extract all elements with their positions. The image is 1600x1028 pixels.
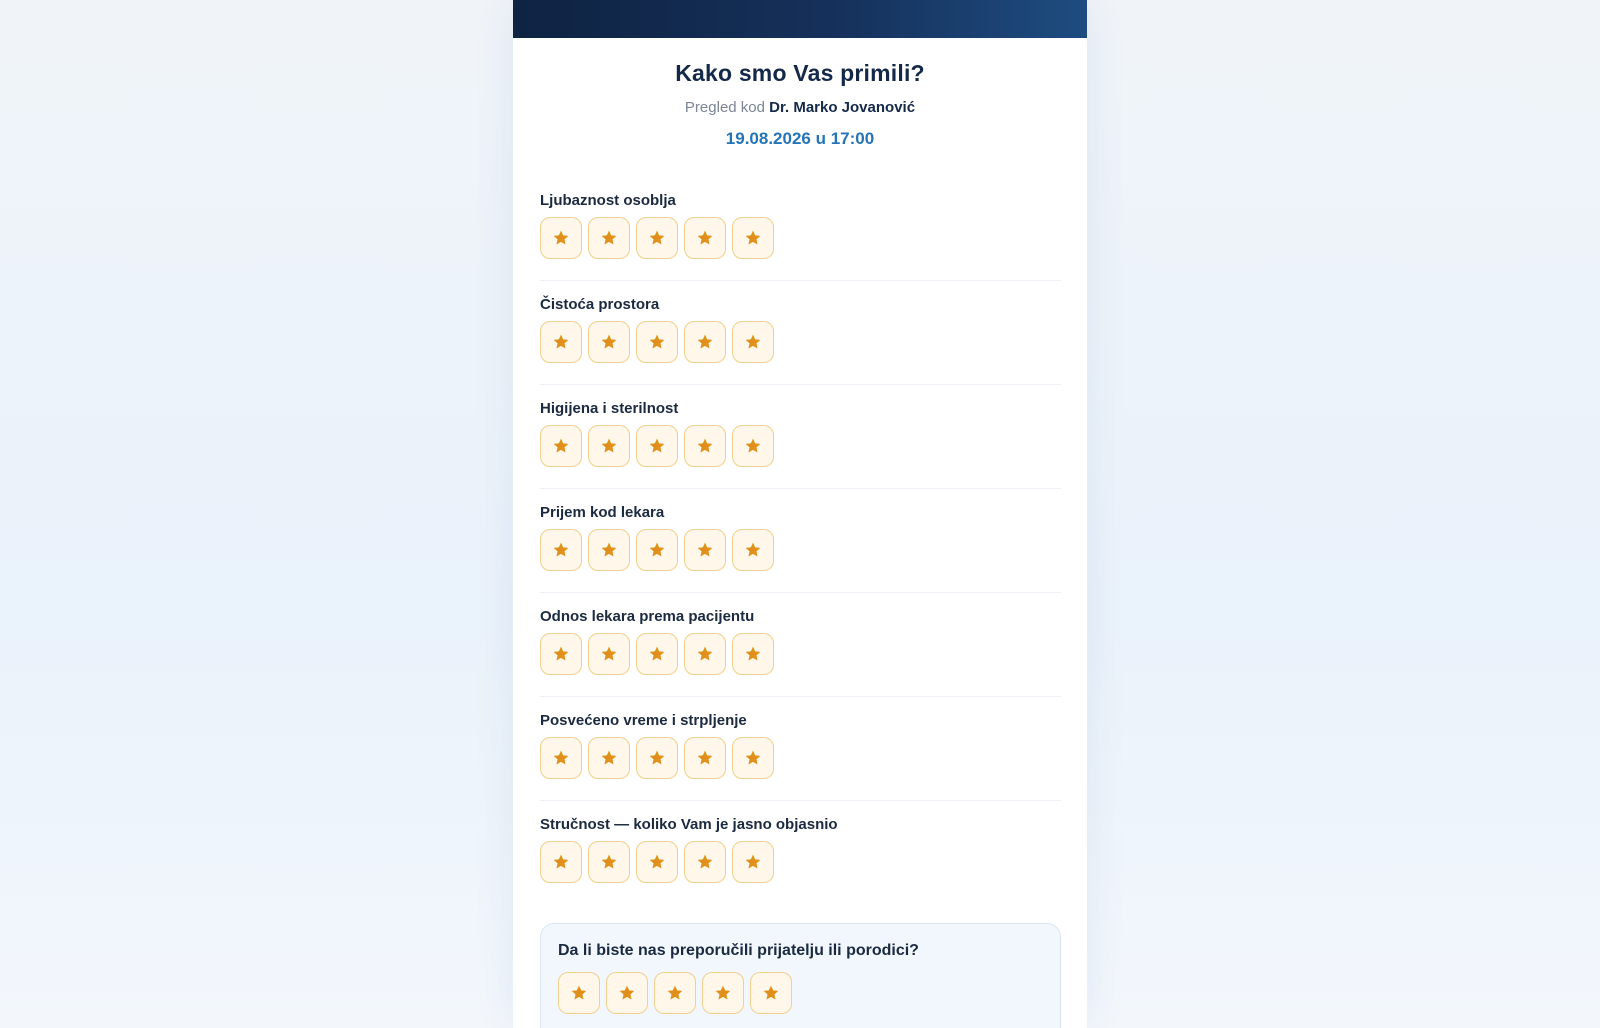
star-icon (552, 853, 570, 871)
star-icon (648, 645, 666, 663)
star-rating (540, 321, 1061, 363)
star-icon (552, 749, 570, 767)
prijem-kod-lekara-star-4-button[interactable] (684, 529, 726, 571)
strucnost-koliko-vam-je-jasno-objasnio-star-5-button[interactable] (732, 841, 774, 883)
star-icon (744, 333, 762, 351)
star-rating (540, 737, 1061, 779)
star-icon (648, 229, 666, 247)
feedback-header (513, 38, 1087, 149)
prijem-kod-lekara-star-1-button[interactable] (540, 529, 582, 571)
posveceno-vreme-i-strpljenje-star-2-button[interactable] (588, 737, 630, 779)
recommend-star-2-button[interactable] (606, 972, 648, 1014)
recommend-star-3-button[interactable] (654, 972, 696, 1014)
star-rating (540, 841, 1061, 883)
question-cistoca-prostora (540, 294, 1061, 385)
question-prijem-kod-lekara (540, 502, 1061, 593)
star-icon (696, 229, 714, 247)
star-icon (696, 749, 714, 767)
star-icon (552, 541, 570, 559)
recommend-star-4-button[interactable] (702, 972, 744, 1014)
odnos-lekara-prema-pacijentu-star-4-button[interactable] (684, 633, 726, 675)
star-icon (552, 229, 570, 247)
strucnost-koliko-vam-je-jasno-objasnio-star-4-button[interactable] (684, 841, 726, 883)
star-icon (648, 437, 666, 455)
prijem-kod-lekara-star-3-button[interactable] (636, 529, 678, 571)
star-icon (744, 437, 762, 455)
star-icon (648, 541, 666, 559)
recommend-star-1-button[interactable] (558, 972, 600, 1014)
higijena-i-sterilnost-star-1-button[interactable] (540, 425, 582, 467)
star-icon (696, 333, 714, 351)
cistoca-prostora-star-3-button[interactable] (636, 321, 678, 363)
star-icon (744, 853, 762, 871)
prijem-kod-lekara-star-5-button[interactable] (732, 529, 774, 571)
header-band (513, 0, 1087, 38)
star-rating (540, 425, 1061, 467)
posveceno-vreme-i-strpljenje-star-1-button[interactable] (540, 737, 582, 779)
higijena-i-sterilnost-star-3-button[interactable] (636, 425, 678, 467)
star-icon (552, 437, 570, 455)
higijena-i-sterilnost-star-4-button[interactable] (684, 425, 726, 467)
star-icon (744, 749, 762, 767)
star-icon (552, 645, 570, 663)
recommend-star-rating (558, 972, 1044, 1014)
star-icon (600, 229, 618, 247)
question-label: Čistoća prostora (540, 296, 660, 313)
star-icon (570, 984, 588, 1002)
question-label: Stručnost — koliko Vam je jasno objasnio (540, 816, 838, 833)
star-icon (696, 645, 714, 663)
appointment-subtitle (513, 99, 1087, 116)
star-icon (600, 749, 618, 767)
star-icon (600, 541, 618, 559)
feedback-card (513, 0, 1087, 1028)
question-odnos-lekara-prema-pacijentu (540, 606, 1061, 697)
ljubaznost-osoblja-star-2-button[interactable] (588, 217, 630, 259)
cistoca-prostora-star-2-button[interactable] (588, 321, 630, 363)
odnos-lekara-prema-pacijentu-star-3-button[interactable] (636, 633, 678, 675)
star-icon (552, 333, 570, 351)
higijena-i-sterilnost-star-5-button[interactable] (732, 425, 774, 467)
cistoca-prostora-star-1-button[interactable] (540, 321, 582, 363)
star-icon (744, 541, 762, 559)
recommend-question (540, 923, 1061, 1028)
star-icon (714, 984, 732, 1002)
star-icon (618, 984, 636, 1002)
question-label: Prijem kod lekara (540, 504, 665, 521)
page-title: Kako smo Vas primili? (675, 60, 925, 86)
question-ljubaznost-osoblja (540, 190, 1061, 281)
star-icon (696, 541, 714, 559)
recommend-star-5-button[interactable] (750, 972, 792, 1014)
star-icon (762, 984, 780, 1002)
cistoca-prostora-star-5-button[interactable] (732, 321, 774, 363)
star-icon (744, 229, 762, 247)
doctor-name: Dr. Marko Jovanović (769, 99, 916, 116)
star-icon (600, 853, 618, 871)
strucnost-koliko-vam-je-jasno-objasnio-star-2-button[interactable] (588, 841, 630, 883)
posveceno-vreme-i-strpljenje-star-3-button[interactable] (636, 737, 678, 779)
star-icon (666, 984, 684, 1002)
posveceno-vreme-i-strpljenje-star-4-button[interactable] (684, 737, 726, 779)
recommend-question-label: Da li biste nas preporučili prijatelju ili porodici? (558, 942, 919, 959)
star-icon (696, 437, 714, 455)
star-icon (744, 645, 762, 663)
star-icon (600, 437, 618, 455)
ljubaznost-osoblja-star-5-button[interactable] (732, 217, 774, 259)
ljubaznost-osoblja-star-4-button[interactable] (684, 217, 726, 259)
odnos-lekara-prema-pacijentu-star-2-button[interactable] (588, 633, 630, 675)
prijem-kod-lekara-star-2-button[interactable] (588, 529, 630, 571)
odnos-lekara-prema-pacijentu-star-1-button[interactable] (540, 633, 582, 675)
strucnost-koliko-vam-je-jasno-objasnio-star-1-button[interactable] (540, 841, 582, 883)
question-label: Higijena i sterilnost (540, 400, 679, 417)
rating-questions (540, 190, 1061, 917)
star-icon (648, 749, 666, 767)
strucnost-koliko-vam-je-jasno-objasnio-star-3-button[interactable] (636, 841, 678, 883)
star-rating (540, 529, 1061, 571)
cistoca-prostora-star-4-button[interactable] (684, 321, 726, 363)
question-posveceno-vreme-i-strpljenje (540, 710, 1061, 801)
question-strucnost-koliko-vam-je-jasno-objasnio (540, 814, 1061, 904)
question-label: Ljubaznost osoblja (540, 192, 676, 209)
star-icon (600, 645, 618, 663)
higijena-i-sterilnost-star-2-button[interactable] (588, 425, 630, 467)
star-rating (540, 633, 1061, 675)
star-icon (696, 853, 714, 871)
subtitle-prefix: Pregled kod (684, 99, 765, 116)
star-rating (540, 217, 1061, 259)
star-icon (648, 333, 666, 351)
star-icon (648, 853, 666, 871)
ljubaznost-osoblja-star-1-button[interactable] (540, 217, 582, 259)
appointment-datetime: 19.08.2026 u 17:00 (725, 129, 875, 148)
odnos-lekara-prema-pacijentu-star-5-button[interactable] (732, 633, 774, 675)
question-label: Posvećeno vreme i strpljenje (540, 712, 747, 729)
posveceno-vreme-i-strpljenje-star-5-button[interactable] (732, 737, 774, 779)
question-label: Odnos lekara prema pacijentu (540, 608, 755, 625)
star-icon (600, 333, 618, 351)
question-higijena-i-sterilnost (540, 398, 1061, 489)
ljubaznost-osoblja-star-3-button[interactable] (636, 217, 678, 259)
